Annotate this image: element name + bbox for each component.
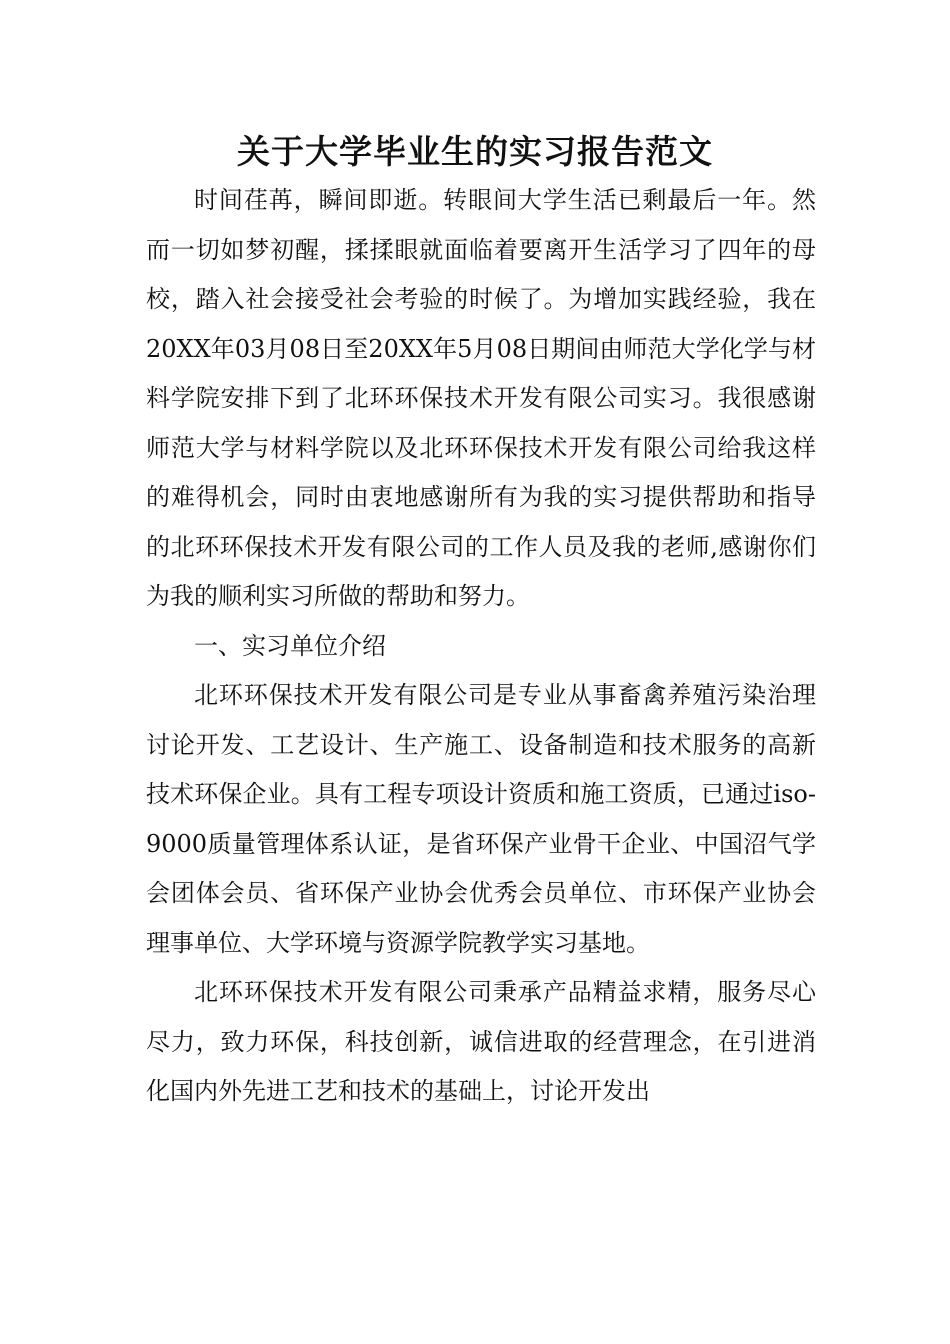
paragraph-company-profile: 北环环保技术开发有限公司是专业从事畜禽养殖污染治理讨论开发、工艺设计、生产施工、设备制造和技术服务的高新技术环保企业。具有工程专项设计资质和施工资质，已通过iso-9000质量管理体系认证，是省环保产业骨干企业、中国沼气学会团体会员、省环保产业协会优秀会员单位、市环保产业协会理事单位、大学环境与资源学院教学实习基地。 (146, 681, 816, 957)
paragraph-company-philosophy: 北环环保技术开发有限公司秉承产品精益求精，服务尽心尽力，致力环保，科技创新，诚信进取的经营理念，在引进消化国内外先进工艺和技术的基础上，讨论开发出 (146, 978, 816, 1105)
section-heading-company-intro: 一、实习单位介绍 (194, 631, 386, 660)
document-title: 关于大学毕业生的实习报告范文 (237, 132, 713, 171)
paragraph-intro: 时间荏苒，瞬间即逝。转眼间大学生活已剩最后一年。然而一切如梦初醒，揉揉眼就面临着要离开生活学习了四年的母校，踏入社会接受社会考验的时候了。为增加实践经验，我在20XX年03月08日至20XX年5月08日期间由师范大学化学与材料学院安排下到了北环环保技术开发有限公司实习。我很感谢师范大学与材料学院以及北环环保技术开发有限公司给我这样的难得机会，同时由衷地感谢所有为我的实习提供帮助和指导的北环环保技术开发有限公司的工作人员及我的老师,感谢你们为我的顺利实习所做的帮助和努力。 (146, 186, 816, 610)
document-body (146, 176, 816, 1117)
